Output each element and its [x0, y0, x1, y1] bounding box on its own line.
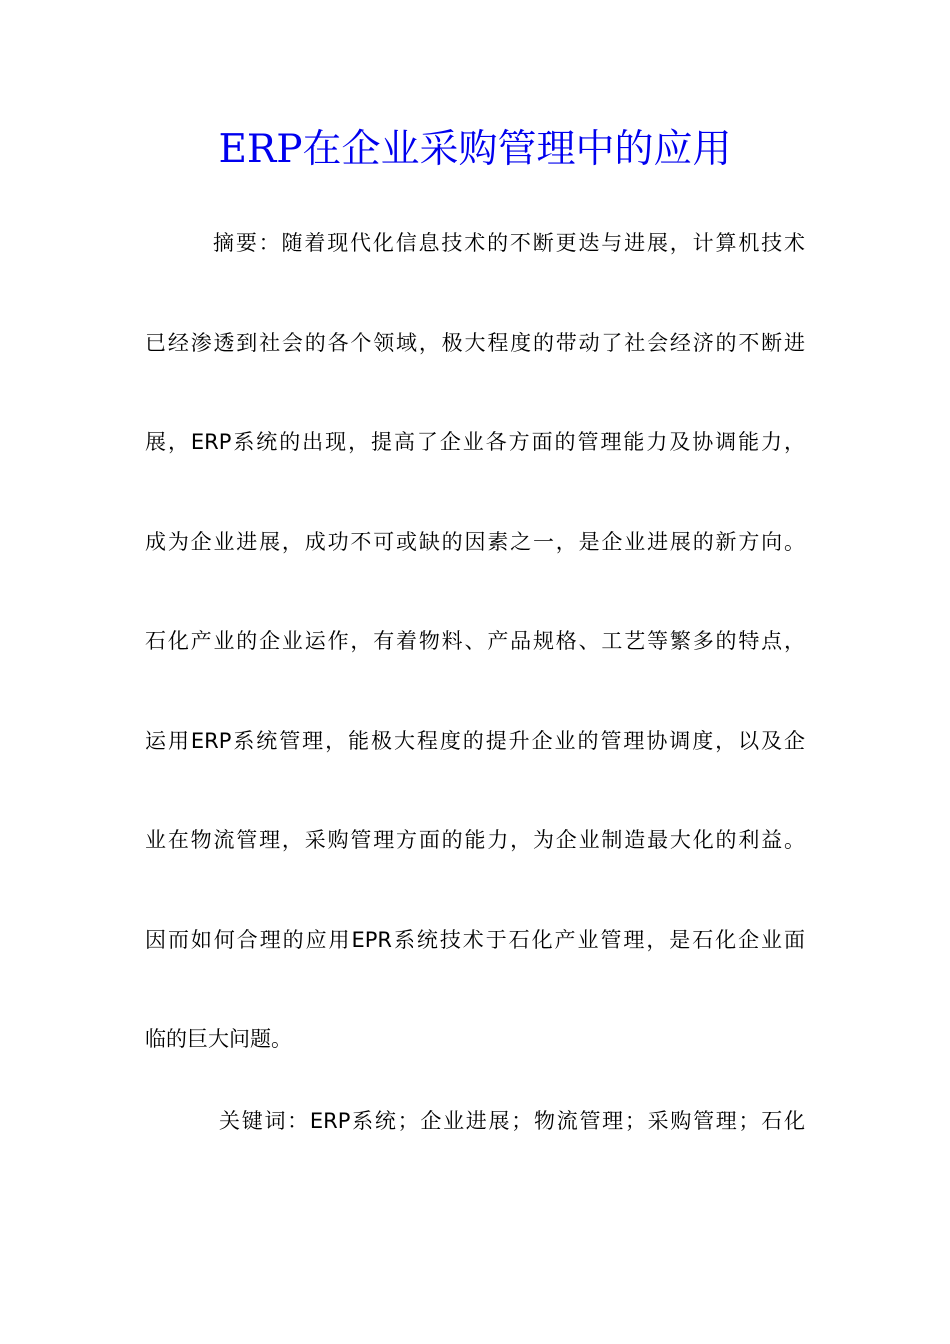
abstract-line-6: 运用ERP系统管理，能极大程度的提升企业的管理协调度，以及企 [145, 729, 805, 753]
abstract-line-2: 已经渗透到社会的各个领域，极大程度的带动了社会经济的不断进 [145, 331, 805, 355]
abstract-line-5: 石化产业的企业运作，有着物料、产品规格、工艺等繁多的特点， [145, 629, 805, 653]
document-title: ERP在企业采购管理中的应用 [218, 127, 732, 172]
abstract-line-9: 临的巨大问题。 [145, 1027, 292, 1051]
abstract-line-7: 业在物流管理，采购管理方面的能力，为企业制造最大化的利益。 [145, 828, 805, 852]
abstract-line-8: 因而如何合理的应用EPR系统技术于石化产业管理，是石化企业面 [145, 928, 805, 952]
abstract-line-4: 成为企业进展，成功不可或缺的因素之一，是企业进展的新方向。 [145, 530, 805, 554]
keywords-line: 关键词：ERP系统；企业进展；物流管理；采购管理；石化 [219, 1109, 805, 1133]
abstract-line-3: 展，ERP系统的出现，提高了企业各方面的管理能力及协调能力， [145, 430, 805, 454]
abstract-line-1: 摘要：随着现代化信息技术的不断更迭与进展，计算机技术 [213, 231, 805, 255]
